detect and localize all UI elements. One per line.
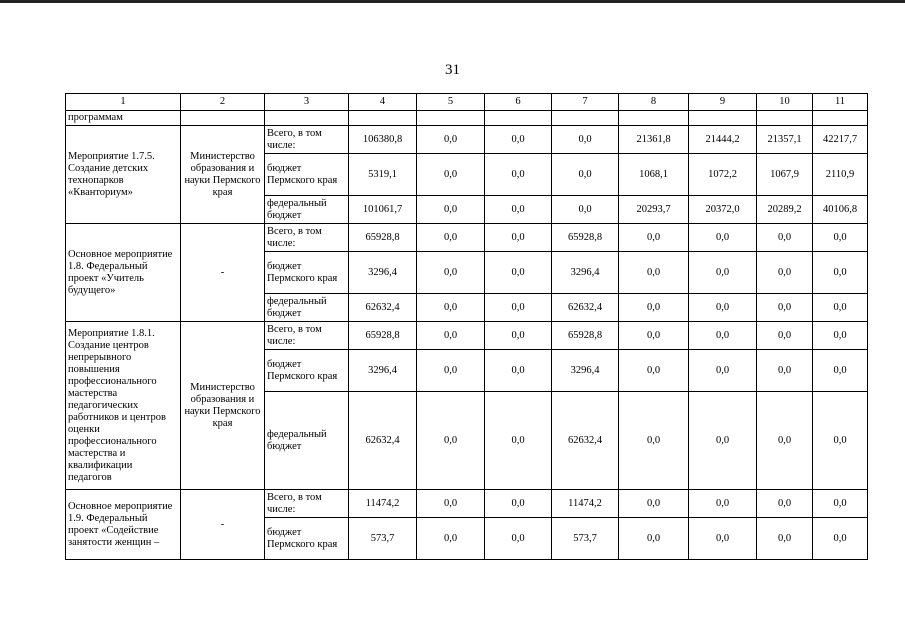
funding-source: Всего, в том числе: bbox=[265, 126, 349, 154]
value-cell: 21361,8 bbox=[619, 126, 689, 154]
value-cell: 0,0 bbox=[757, 518, 813, 560]
executor: Министерство образования и науки Пермского края bbox=[181, 322, 265, 490]
value-cell: 106380,8 bbox=[349, 126, 417, 154]
value-cell: 0,0 bbox=[689, 224, 757, 252]
value-cell: 0,0 bbox=[813, 350, 868, 392]
value-cell: 0,0 bbox=[552, 154, 619, 196]
empty-cell bbox=[619, 111, 689, 126]
continued-text: программам bbox=[66, 111, 181, 126]
value-cell: 0,0 bbox=[689, 490, 757, 518]
value-cell: 0,0 bbox=[619, 252, 689, 294]
value-cell: 65928,8 bbox=[349, 322, 417, 350]
value-cell: 0,0 bbox=[485, 350, 552, 392]
value-cell: 0,0 bbox=[689, 350, 757, 392]
value-cell: 0,0 bbox=[619, 350, 689, 392]
value-cell: 0,0 bbox=[757, 392, 813, 490]
empty-cell bbox=[181, 111, 265, 126]
empty-cell bbox=[757, 111, 813, 126]
value-cell: 0,0 bbox=[757, 350, 813, 392]
value-cell: 0,0 bbox=[417, 392, 485, 490]
value-cell: 0,0 bbox=[417, 294, 485, 322]
value-cell: 0,0 bbox=[757, 224, 813, 252]
funding-source: Всего, в том числе: bbox=[265, 490, 349, 518]
value-cell: 0,0 bbox=[485, 294, 552, 322]
value-cell: 0,0 bbox=[485, 322, 552, 350]
value-cell: 0,0 bbox=[485, 518, 552, 560]
column-number: 1 bbox=[66, 94, 181, 111]
executor: Министерство образования и науки Пермского края bbox=[181, 126, 265, 224]
value-cell: 0,0 bbox=[485, 224, 552, 252]
column-number: 11 bbox=[813, 94, 868, 111]
value-cell: 0,0 bbox=[417, 154, 485, 196]
value-cell: 11474,2 bbox=[552, 490, 619, 518]
value-cell: 0,0 bbox=[757, 322, 813, 350]
value-cell: 2110,9 bbox=[813, 154, 868, 196]
activity-title: Мероприятие 1.7.5. Создание детских технопарков «Кванториум» bbox=[66, 126, 181, 224]
column-number: 3 bbox=[265, 94, 349, 111]
value-cell: 0,0 bbox=[813, 392, 868, 490]
value-cell: 0,0 bbox=[813, 294, 868, 322]
column-number: 10 bbox=[757, 94, 813, 111]
value-cell: 20372,0 bbox=[689, 196, 757, 224]
activity-title: Основное мероприятие 1.9. Федеральный проект «Содействие занятости женщин – bbox=[66, 490, 181, 560]
value-cell: 0,0 bbox=[485, 490, 552, 518]
empty-cell bbox=[689, 111, 757, 126]
value-cell: 40106,8 bbox=[813, 196, 868, 224]
table-row bbox=[66, 322, 868, 350]
value-cell: 0,0 bbox=[417, 224, 485, 252]
column-number: 2 bbox=[181, 94, 265, 111]
value-cell: 0,0 bbox=[485, 126, 552, 154]
value-cell: 0,0 bbox=[619, 322, 689, 350]
funding-source: бюджет Пермского края bbox=[265, 350, 349, 392]
value-cell: 5319,1 bbox=[349, 154, 417, 196]
empty-cell bbox=[813, 111, 868, 126]
value-cell: 65928,8 bbox=[349, 224, 417, 252]
executor: - bbox=[181, 224, 265, 322]
budget-table bbox=[65, 93, 868, 560]
value-cell: 0,0 bbox=[813, 490, 868, 518]
value-cell: 0,0 bbox=[619, 518, 689, 560]
funding-source: Всего, в том числе: bbox=[265, 322, 349, 350]
value-cell: 20293,7 bbox=[619, 196, 689, 224]
value-cell: 0,0 bbox=[757, 294, 813, 322]
empty-cell bbox=[265, 111, 349, 126]
page-number: 31 bbox=[445, 62, 460, 78]
table-row bbox=[66, 126, 868, 154]
value-cell: 0,0 bbox=[485, 392, 552, 490]
value-cell: 1067,9 bbox=[757, 154, 813, 196]
value-cell: 0,0 bbox=[813, 224, 868, 252]
value-cell: 0,0 bbox=[417, 490, 485, 518]
value-cell: 21444,2 bbox=[689, 126, 757, 154]
column-number: 7 bbox=[552, 94, 619, 111]
funding-source: Всего, в том числе: bbox=[265, 224, 349, 252]
value-cell: 0,0 bbox=[757, 490, 813, 518]
value-cell: 573,7 bbox=[552, 518, 619, 560]
value-cell: 3296,4 bbox=[552, 350, 619, 392]
value-cell: 0,0 bbox=[485, 252, 552, 294]
column-number-row bbox=[66, 94, 868, 111]
value-cell: 21357,1 bbox=[757, 126, 813, 154]
activity-title: Мероприятие 1.8.1. Создание центров непрерывного повышения профессионального мастерства педагогических работников и центров оценки профессионального мастерства и квалификации педагогов bbox=[66, 322, 181, 490]
column-number: 6 bbox=[485, 94, 552, 111]
value-cell: 0,0 bbox=[813, 252, 868, 294]
continued-row bbox=[66, 111, 868, 126]
empty-cell bbox=[349, 111, 417, 126]
value-cell: 101061,7 bbox=[349, 196, 417, 224]
value-cell: 573,7 bbox=[349, 518, 417, 560]
value-cell: 0,0 bbox=[417, 518, 485, 560]
value-cell: 0,0 bbox=[689, 392, 757, 490]
value-cell: 3296,4 bbox=[552, 252, 619, 294]
value-cell: 0,0 bbox=[552, 196, 619, 224]
value-cell: 0,0 bbox=[417, 252, 485, 294]
top-border-line bbox=[0, 0, 905, 3]
value-cell: 0,0 bbox=[485, 196, 552, 224]
value-cell: 0,0 bbox=[689, 294, 757, 322]
value-cell: 0,0 bbox=[813, 518, 868, 560]
value-cell: 0,0 bbox=[417, 126, 485, 154]
value-cell: 1072,2 bbox=[689, 154, 757, 196]
funding-source: бюджет Пермского края bbox=[265, 154, 349, 196]
executor: - bbox=[181, 490, 265, 560]
value-cell: 62632,4 bbox=[349, 392, 417, 490]
funding-source: федеральный бюджет bbox=[265, 392, 349, 490]
activity-title: Основное мероприятие 1.8. Федеральный проект «Учитель будущего» bbox=[66, 224, 181, 322]
value-cell: 11474,2 bbox=[349, 490, 417, 518]
table-row bbox=[66, 224, 868, 252]
column-number: 5 bbox=[417, 94, 485, 111]
value-cell: 20289,2 bbox=[757, 196, 813, 224]
value-cell: 0,0 bbox=[552, 126, 619, 154]
funding-source: бюджет Пермского края bbox=[265, 518, 349, 560]
funding-source: бюджет Пермского края bbox=[265, 252, 349, 294]
value-cell: 65928,8 bbox=[552, 322, 619, 350]
value-cell: 3296,4 bbox=[349, 252, 417, 294]
value-cell: 1068,1 bbox=[619, 154, 689, 196]
value-cell: 0,0 bbox=[689, 252, 757, 294]
value-cell: 0,0 bbox=[689, 518, 757, 560]
value-cell: 3296,4 bbox=[349, 350, 417, 392]
value-cell: 0,0 bbox=[689, 322, 757, 350]
value-cell: 62632,4 bbox=[552, 392, 619, 490]
funding-source: федеральный бюджет bbox=[265, 294, 349, 322]
value-cell: 0,0 bbox=[619, 392, 689, 490]
value-cell: 0,0 bbox=[417, 350, 485, 392]
column-number: 8 bbox=[619, 94, 689, 111]
empty-cell bbox=[417, 111, 485, 126]
value-cell: 42217,7 bbox=[813, 126, 868, 154]
value-cell: 62632,4 bbox=[552, 294, 619, 322]
value-cell: 0,0 bbox=[619, 490, 689, 518]
value-cell: 0,0 bbox=[619, 294, 689, 322]
empty-cell bbox=[485, 111, 552, 126]
value-cell: 0,0 bbox=[619, 224, 689, 252]
value-cell: 0,0 bbox=[485, 154, 552, 196]
column-number: 4 bbox=[349, 94, 417, 111]
value-cell: 62632,4 bbox=[349, 294, 417, 322]
funding-source: федеральный бюджет bbox=[265, 196, 349, 224]
column-number: 9 bbox=[689, 94, 757, 111]
value-cell: 0,0 bbox=[417, 196, 485, 224]
value-cell: 0,0 bbox=[757, 252, 813, 294]
empty-cell bbox=[552, 111, 619, 126]
value-cell: 0,0 bbox=[813, 322, 868, 350]
table-row bbox=[66, 490, 868, 518]
value-cell: 0,0 bbox=[417, 322, 485, 350]
value-cell: 65928,8 bbox=[552, 224, 619, 252]
